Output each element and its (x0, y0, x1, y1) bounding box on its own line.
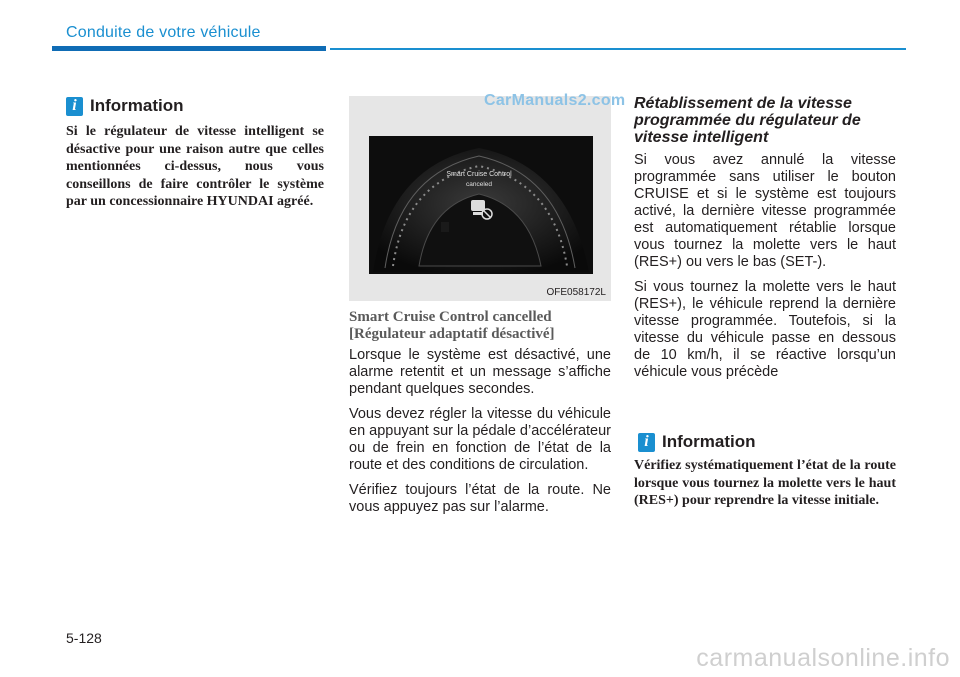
info-heading-left (66, 96, 184, 116)
info-i-icon: i (66, 97, 83, 116)
footer-site: carmanualsonline.info (696, 644, 950, 672)
info-text-left: Si le régulateur de vitesse intelligent se désactive pour une raison autre que celles mentionnées ci-dessus, nous vous conseillons de faire contrôler le système par un concessionnaire HYUNDAI agréé. (66, 124, 324, 209)
screen-line-1: Smart Cruise Control (446, 171, 512, 178)
header-rule-dark (52, 46, 326, 51)
dashboard-figure (349, 96, 611, 301)
screen-line-2: canceled (465, 181, 493, 188)
right-body (634, 152, 896, 389)
instrument-cluster-image (349, 96, 611, 301)
page-number: 5-128 (66, 630, 102, 646)
paragraph: Vérifiez toujours l’état de la route. Ne vous appuyez pas sur l’alarme. (349, 482, 611, 515)
info-heading-right (638, 432, 756, 452)
figure-code: OFE058172L (546, 287, 606, 298)
info-i-icon: i (638, 433, 655, 452)
caption-line-1: Smart Cruise Control cancelled (349, 309, 552, 325)
caption-line-2: [Régulateur adaptatif désactivé] (349, 326, 555, 342)
paragraph: Si vous avez annulé la vitesse programmée sans utiliser le bouton CRUISE et si le système est toujours activé, la dernière vitesse programmée est automatiquement rétablie lorsque vous tournez la molette vers le haut (RES+) ou vers le bas (SET-). (634, 152, 896, 270)
section-subheading: Rétablissement de la vitesse programmée du régulateur de vitesse intelligent (634, 95, 861, 146)
header-rule-light (330, 48, 906, 50)
watermark: CarManuals2.com (484, 92, 626, 109)
paragraph: Lorsque le système est désactivé, une alarme retentit et un message s’affiche pendant quelques secondes. (349, 347, 611, 397)
info-text-right: Vérifiez systématiquement l’état de la route lorsque vous tournez la molette vers le haut (RES+) pour reprendre la vitesse initiale. (634, 458, 896, 508)
middle-body (349, 347, 611, 524)
paragraph: Vous devez régler la vitesse du véhicule en appuyant sur la pédale d’accélérateur ou de frein en fonction de l’état de la route et des conditions de circulation. (349, 406, 611, 473)
section-title: Conduite de votre véhicule (66, 24, 261, 41)
info-label: Information (90, 96, 184, 115)
paragraph: Si vous tournez la molette vers le haut (RES+), le véhicule reprend la dernière vitesse programmée. Toutefois, si la vitesse du véhicule passe en dessous de 10 km/h, il se réactive lorsqu’un véhicule vous précède (634, 279, 896, 380)
info-label: Information (662, 432, 756, 451)
caption-title (349, 309, 611, 343)
